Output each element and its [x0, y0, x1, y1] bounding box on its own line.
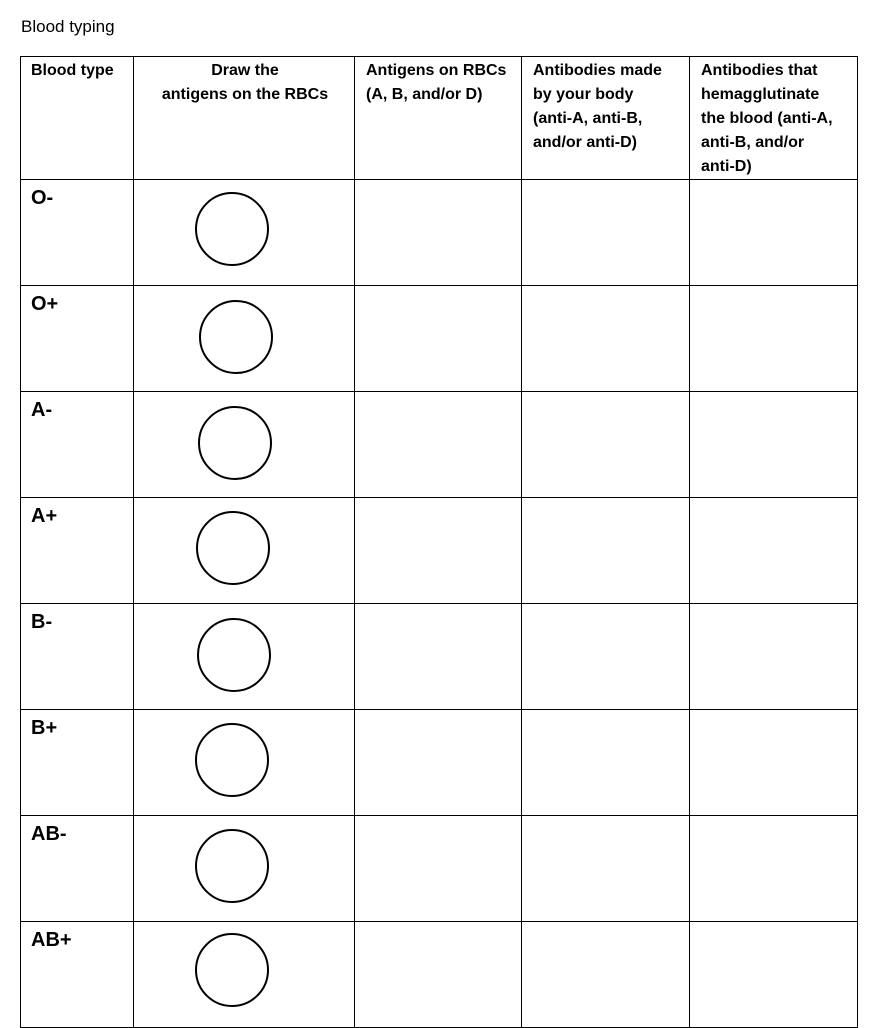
- antibodies-made-answer-cell[interactable]: [522, 498, 690, 604]
- table-row: [21, 710, 858, 816]
- antibodies-made-answer-cell[interactable]: [522, 816, 690, 922]
- header-made-line-4: and/or anti-D): [533, 134, 637, 151]
- blood-type-cell: [21, 392, 134, 498]
- blood-type-label: AB+: [31, 929, 72, 951]
- header-hemag-line-1: Antibodies that: [701, 62, 818, 79]
- blood-typing-table: [20, 56, 858, 1028]
- header-row: [21, 57, 858, 180]
- header-draw-line-1: Draw the: [211, 62, 279, 79]
- table-row: [21, 498, 858, 604]
- antigens-answer-cell[interactable]: [355, 180, 522, 286]
- antibodies-made-answer-cell[interactable]: [522, 286, 690, 392]
- rbc-circle-icon: [195, 723, 269, 797]
- rbc-circle-icon: [195, 829, 269, 903]
- blood-type-label: O-: [31, 187, 54, 209]
- blood-type-cell: [21, 286, 134, 392]
- rbc-drawing-cell[interactable]: [134, 498, 355, 604]
- rbc-drawing-cell[interactable]: [134, 286, 355, 392]
- blood-type-cell: [21, 498, 134, 604]
- document-title: Blood typing: [21, 17, 115, 36]
- header-antibodies-hemagglutinate: [690, 57, 858, 180]
- antigens-answer-cell[interactable]: [355, 710, 522, 816]
- header-draw-line-2: antigens on the RBCs: [161, 86, 329, 103]
- antibodies-made-answer-cell[interactable]: [522, 922, 690, 1028]
- antigens-answer-cell[interactable]: [355, 816, 522, 922]
- rbc-drawing-cell[interactable]: [134, 392, 355, 498]
- blood-type-label: A-: [31, 399, 53, 421]
- table-row: [21, 816, 858, 922]
- header-antigens-on-rbcs: [355, 57, 522, 180]
- blood-type-label: A+: [31, 505, 58, 527]
- table-row: [21, 180, 858, 286]
- blood-type-cell: [21, 710, 134, 816]
- antigens-answer-cell[interactable]: [355, 604, 522, 710]
- rbc-drawing-cell[interactable]: [134, 710, 355, 816]
- header-antibodies-made: [522, 57, 690, 180]
- antigens-answer-cell[interactable]: [355, 498, 522, 604]
- antigens-answer-cell[interactable]: [355, 392, 522, 498]
- table-row: [21, 922, 858, 1028]
- header-made-line-2: by your body: [533, 86, 634, 103]
- rbc-drawing-cell[interactable]: [134, 922, 355, 1028]
- blood-type-label: O+: [31, 293, 59, 315]
- blood-type-cell: [21, 816, 134, 922]
- header-hemag-line-2: hemagglutinate: [701, 86, 820, 103]
- header-blood-type-text: Blood type: [31, 62, 114, 79]
- antibodies-made-answer-cell[interactable]: [522, 710, 690, 816]
- rbc-drawing-cell[interactable]: [134, 604, 355, 710]
- header-draw-antigens: [134, 57, 355, 180]
- blood-type-label: B+: [31, 717, 58, 739]
- blood-type-label: AB-: [31, 823, 67, 845]
- hemagglutinate-answer-cell[interactable]: [690, 710, 858, 816]
- rbc-circle-icon: [195, 192, 269, 266]
- hemagglutinate-answer-cell[interactable]: [690, 392, 858, 498]
- hemagglutinate-answer-cell[interactable]: [690, 604, 858, 710]
- blood-type-cell: [21, 922, 134, 1028]
- header-hemag-line-3: the blood (anti-A,: [701, 110, 833, 127]
- rbc-circle-icon: [196, 511, 270, 585]
- hemagglutinate-answer-cell[interactable]: [690, 180, 858, 286]
- antigens-answer-cell[interactable]: [355, 922, 522, 1028]
- rbc-drawing-cell[interactable]: [134, 816, 355, 922]
- rbc-circle-icon: [199, 300, 273, 374]
- header-antigens-line-2: (A, B, and/or D): [366, 86, 483, 103]
- header-antigens-line-1: Antigens on RBCs: [366, 62, 507, 79]
- hemagglutinate-answer-cell[interactable]: [690, 816, 858, 922]
- hemagglutinate-answer-cell[interactable]: [690, 286, 858, 392]
- blood-type-cell: [21, 180, 134, 286]
- rbc-circle-icon: [198, 406, 272, 480]
- header-blood-type: [21, 57, 134, 180]
- antibodies-made-answer-cell[interactable]: [522, 604, 690, 710]
- rbc-circle-icon: [197, 618, 271, 692]
- header-made-line-1: Antibodies made: [533, 62, 662, 79]
- rbc-drawing-cell[interactable]: [134, 180, 355, 286]
- blood-type-label: B-: [31, 611, 53, 633]
- table-row: [21, 392, 858, 498]
- header-made-line-3: (anti-A, anti-B,: [533, 110, 643, 127]
- hemagglutinate-answer-cell[interactable]: [690, 498, 858, 604]
- hemagglutinate-answer-cell[interactable]: [690, 922, 858, 1028]
- antibodies-made-answer-cell[interactable]: [522, 392, 690, 498]
- rbc-circle-icon: [195, 933, 269, 1007]
- table-row: [21, 286, 858, 392]
- header-hemag-line-4: anti-B, and/or: [701, 134, 805, 151]
- antibodies-made-answer-cell[interactable]: [522, 180, 690, 286]
- blood-type-cell: [21, 604, 134, 710]
- header-hemag-line-5: anti-D): [701, 158, 752, 175]
- antigens-answer-cell[interactable]: [355, 286, 522, 392]
- table-row: [21, 604, 858, 710]
